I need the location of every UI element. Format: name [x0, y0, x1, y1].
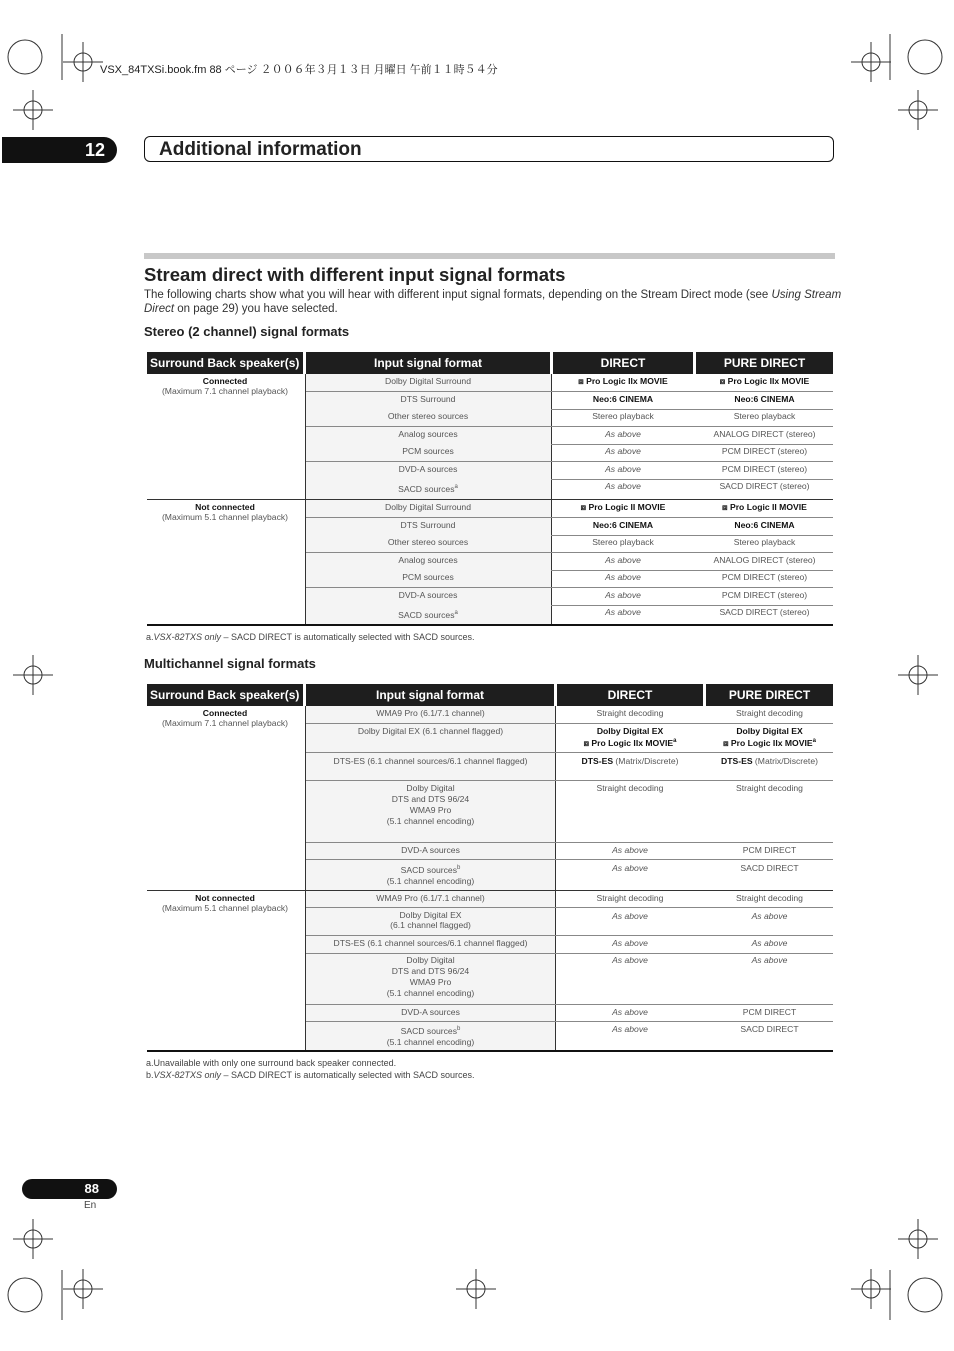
- group-label: Not connected: [195, 502, 255, 512]
- table-cell: SACD sources$^a$: [398, 484, 458, 494]
- page-number: 88: [22, 1179, 117, 1199]
- table-cell: DVD-A sources: [398, 590, 458, 600]
- table-cell: Dolby Digital DTS and DTS 96/24 WMA9 Pro (5.1 channel encoding): [386, 783, 475, 826]
- table-cell: As above: [605, 555, 641, 565]
- table-cell: ⧈ Pro Logic II MOVIE: [580, 502, 666, 512]
- multi-header-direct: DIRECT: [557, 684, 703, 706]
- table-cell: Straight decoding: [596, 783, 664, 793]
- multi-header-speakers: Surround Back speaker(s): [147, 684, 303, 706]
- starburst-mark-icon: [908, 40, 942, 74]
- group-note: (Maximum 7.1 channel playback): [161, 386, 289, 396]
- table-cell: As above: [612, 938, 648, 948]
- table-cell: Dolby Digital EX: [736, 726, 803, 736]
- crosshair-icon: [898, 1219, 938, 1259]
- multi-header-pure-direct: PURE DIRECT: [706, 684, 833, 706]
- section-title: Stream direct with different input signal formats: [144, 264, 566, 285]
- table-cell: Stereo playback: [733, 537, 796, 547]
- crosshair-icon: [63, 42, 103, 82]
- table-cell: As above: [751, 938, 788, 948]
- table-cell: PCM DIRECT: [742, 845, 797, 855]
- table-cell: As above: [612, 1007, 648, 1017]
- group-note: (Maximum 5.1 channel playback): [161, 903, 289, 913]
- table-cell: Dolby Digital EX (6.1 channel flagged): [357, 726, 504, 736]
- table-cell: DTS Surround: [400, 394, 456, 404]
- table-cell: As above: [612, 863, 648, 873]
- table-cell: As above: [605, 590, 641, 600]
- table-cell: PCM sources: [402, 572, 454, 582]
- crosshair-icon: [851, 42, 891, 82]
- stereo-header-input: Input signal format: [306, 352, 550, 374]
- table-cell: Other stereo sources: [387, 537, 469, 547]
- group-note: (Maximum 5.1 channel playback): [161, 512, 289, 522]
- crosshair-icon: [13, 655, 53, 695]
- table-cell: Stereo playback: [592, 411, 654, 421]
- table-cell: As above: [612, 845, 648, 855]
- table-cell: SACD sources$^b$ (5.1 channel encoding): [386, 1025, 475, 1047]
- table-cell: SACD sources$^a$: [398, 610, 458, 620]
- multi-heading: Multichannel signal formats: [144, 656, 316, 671]
- multi-footnote-a: a.Unavailable with only one surround back speaker connected.: [146, 1058, 397, 1068]
- table-cell: Analog sources: [398, 555, 458, 565]
- section-rule: [144, 253, 835, 259]
- table-cell: SACD DIRECT: [740, 863, 799, 873]
- table-cell: Straight decoding: [596, 708, 664, 718]
- table-cell: Straight decoding: [736, 708, 803, 718]
- starburst-mark-icon: [8, 1278, 42, 1312]
- group-note: (Maximum 7.1 channel playback): [161, 718, 289, 728]
- table-cell: DVD-A sources: [398, 464, 458, 474]
- page-language: En: [84, 1200, 97, 1211]
- table-cell: As above: [605, 446, 641, 456]
- group-label: Connected: [202, 376, 248, 386]
- chapter-title: Additional information: [144, 136, 834, 162]
- crosshair-icon: [456, 1269, 496, 1309]
- table-cell: SACD DIRECT (stereo): [719, 481, 810, 491]
- table-cell: Straight decoding: [736, 893, 803, 903]
- table-cell: Neo:6 CINEMA: [592, 520, 654, 530]
- crosshair-icon: [851, 1269, 891, 1309]
- starburst-mark-icon: [8, 40, 42, 74]
- table-cell: DTS-ES (6.1 channel sources/6.1 channel flagged): [333, 756, 528, 766]
- table-cell: WMA9 Pro (6.1/7.1 channel): [376, 708, 485, 718]
- table-cell: Dolby Digital DTS and DTS 96/24 WMA9 Pro (5.1 channel encoding): [386, 955, 475, 998]
- table-cell: ⧈ Pro Logic IIx MOVIE: [578, 376, 668, 386]
- table-cell: As above: [612, 955, 648, 965]
- table-cell: Dolby Digital EX: [596, 726, 664, 736]
- file-info: VSX_84TXSi.book.fm 88 ページ ２００６年３月１３日 月曜日 午前１１時５４分: [100, 64, 498, 76]
- table-cell: DTS-ES (Matrix/Discrete): [721, 756, 818, 766]
- table-cell: As above: [605, 464, 641, 474]
- table-cell: DTS-ES (6.1 channel sources/6.1 channel flagged): [333, 938, 528, 948]
- group-label-not-connected: Not connected: [195, 893, 255, 903]
- table-cell: PCM DIRECT (stereo): [721, 590, 808, 600]
- table-cell: DVD-A sources: [401, 1007, 460, 1017]
- stereo-header-direct: DIRECT: [553, 352, 693, 374]
- table-cell: Neo:6 CINEMA: [592, 394, 654, 404]
- table-cell: Stereo playback: [592, 537, 654, 547]
- crosshair-icon: [13, 1219, 53, 1259]
- table-cell: Analog sources: [398, 429, 458, 439]
- table-cell: PCM DIRECT: [742, 1007, 797, 1017]
- group-label-connected: Connected: [202, 708, 248, 718]
- table-cell: Dolby Digital Surround: [385, 376, 471, 386]
- table-cell: ⧈ Pro Logic IIx MOVIE$^a$: [583, 738, 677, 748]
- table-cell: As above: [605, 481, 641, 491]
- table-cell: SACD DIRECT: [740, 1024, 799, 1034]
- table-cell: As above: [605, 572, 641, 582]
- table-cell: ⧈ Pro Logic II MOVIE: [722, 502, 807, 512]
- table-cell: DVD-A sources: [401, 845, 460, 855]
- stereo-heading: Stereo (2 channel) signal formats: [144, 324, 350, 339]
- table-cell: PCM DIRECT (stereo): [721, 446, 808, 456]
- crosshair-icon: [898, 655, 938, 695]
- starburst-mark-icon: [908, 1278, 942, 1312]
- table-cell: ⧈ Pro Logic IIx MOVIE$^a$: [723, 738, 816, 748]
- table-cell: Dolby Digital EX (6.1 channel flagged): [390, 910, 471, 930]
- table-cell: As above: [751, 911, 788, 921]
- chapter-number: 12: [2, 137, 117, 163]
- table-cell: Stereo playback: [733, 411, 796, 421]
- table-cell: DTS Surround: [400, 520, 456, 530]
- table-cell: ANALOG DIRECT (stereo): [713, 429, 816, 439]
- multi-header-input: Input signal format: [306, 684, 554, 706]
- table-cell: SACD DIRECT (stereo): [719, 607, 810, 617]
- table-cell: Dolby Digital Surround: [385, 502, 471, 512]
- stereo-header-pure-direct: PURE DIRECT: [696, 352, 833, 374]
- stereo-header-speakers: Surround Back speaker(s): [147, 352, 303, 374]
- table-cell: Straight decoding: [596, 893, 664, 903]
- table-cell: Neo:6 CINEMA: [734, 394, 795, 404]
- table-cell: SACD sources$^b$ (5.1 channel encoding): [386, 864, 475, 886]
- table-cell: ⧈ Pro Logic IIx MOVIE: [719, 376, 810, 386]
- stereo-footnote: a.VSX-82TXS only – SACD DIRECT is automatically selected with SACD sources.: [146, 632, 475, 642]
- table-cell: As above: [605, 607, 641, 617]
- table-cell: As above: [612, 911, 648, 921]
- table-cell: PCM DIRECT (stereo): [721, 572, 808, 582]
- crosshair-icon: [898, 90, 938, 130]
- table-cell: ANALOG DIRECT (stereo): [713, 555, 816, 565]
- table-cell: Straight decoding: [736, 783, 803, 793]
- table-cell: Neo:6 CINEMA: [734, 520, 795, 530]
- table-cell: WMA9 Pro (6.1/7.1 channel): [376, 893, 485, 903]
- multi-footnote-b: b.VSX-82TXS only – SACD DIRECT is automatically selected with SACD sources.: [146, 1070, 475, 1080]
- crosshair-icon: [63, 1269, 103, 1309]
- table-cell: As above: [751, 955, 788, 965]
- table-cell: PCM sources: [402, 446, 454, 456]
- table-cell: DTS-ES (Matrix/Discrete): [581, 756, 679, 766]
- table-cell: Other stereo sources: [387, 411, 469, 421]
- table-cell: As above: [605, 429, 641, 439]
- table-cell: PCM DIRECT (stereo): [721, 464, 808, 474]
- table-cell: As above: [612, 1024, 648, 1034]
- intro-paragraph: The following charts show what you will hear with different input signal formats, depending on the Stream Direct mode (see Using Stream Direct on page 29) you have selected.: [144, 289, 842, 315]
- crosshair-icon: [13, 90, 53, 130]
